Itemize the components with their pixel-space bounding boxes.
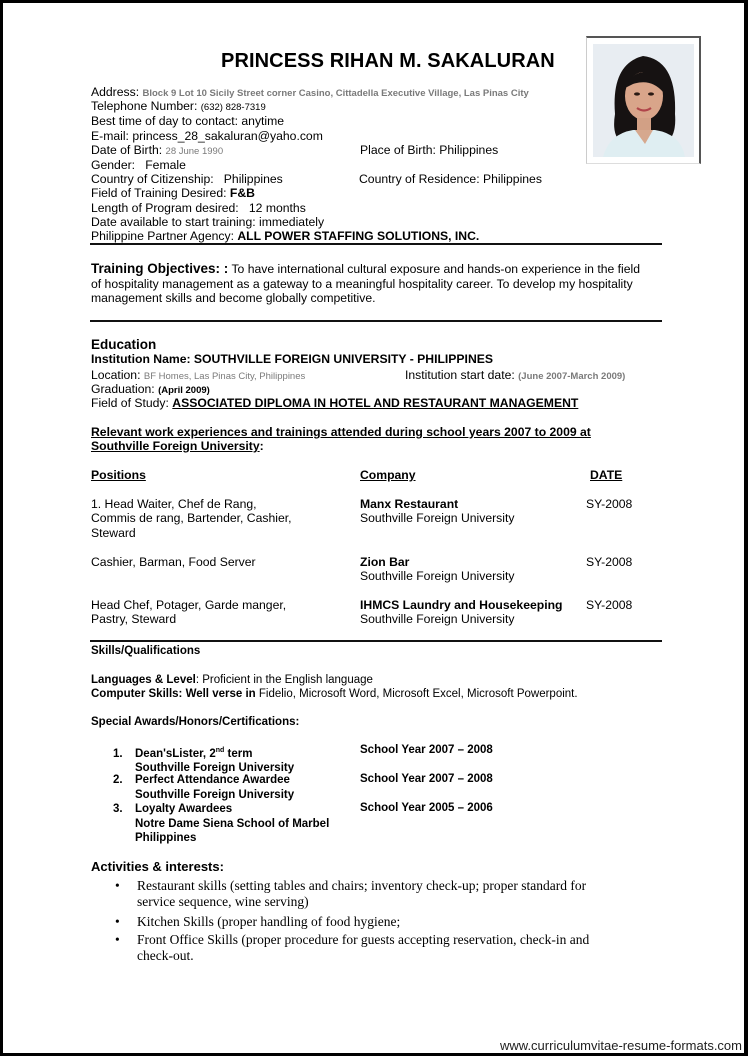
dob-label: Date of Birth: (91, 143, 163, 157)
column-date: DATE (590, 468, 623, 482)
award-title: Loyalty Awardees (135, 803, 233, 815)
company-name: IHMCS Laundry and Housekeeping (360, 598, 563, 612)
best-time-value: anytime (241, 114, 285, 128)
bullet-icon: • (115, 914, 120, 929)
institution-value: SOUTHVILLE FOREIGN UNIVERSITY - PHILIPPINES (193, 352, 494, 366)
telephone-label: Telephone Number: (91, 99, 198, 113)
table-row-3-position (91, 598, 286, 627)
company-name: Zion Bar (360, 555, 410, 569)
institution-line (91, 352, 493, 366)
position-line: 1. Head Waiter, Chef de Rang, (91, 497, 257, 511)
activity-item-2 (115, 914, 400, 930)
field-line (91, 186, 255, 200)
pob-line (360, 143, 498, 157)
gender-value: Female (145, 158, 186, 172)
education-title: Education (91, 337, 157, 352)
agency-value: ALL POWER STAFFING SOLUTIONS, INC. (237, 229, 480, 243)
activity-item-3 (115, 932, 589, 964)
position-line: Head Chef, Potager, Garde manger, (91, 598, 287, 612)
residence-value: Philippines (482, 172, 542, 186)
position-line: Pastry, Steward (91, 612, 177, 627)
pob-label: Place of Birth: (360, 143, 436, 157)
award-school: Southville Foreign University (135, 762, 295, 775)
languages-label: Languages & Level (91, 674, 196, 686)
computer-skills-value: Fidelio, Microsoft Word, Microsoft Excel, Microsoft Powerpoint. (255, 688, 578, 700)
column-positions: Positions (91, 468, 146, 482)
company-sub: Southville Foreign University (360, 612, 515, 627)
institution-label: Institution Name: (91, 352, 191, 366)
experience-heading-1: Relevant work experiences and trainings attended during school years 2007 to 2009 at (91, 425, 591, 439)
award-title-tail: term (224, 747, 253, 760)
computer-skills-line (91, 687, 578, 701)
location-label: Location: (91, 368, 141, 382)
best-time-label: Best time of day to contact: (91, 114, 238, 128)
graduation-label: Graduation: (91, 382, 155, 396)
start-date-label: Institution start date: (405, 368, 515, 382)
pob-value: Philippines (439, 143, 499, 157)
languages-value: : Proficient in the English language (195, 674, 373, 686)
available-label: Date available to start training: (91, 215, 256, 229)
award-title: Dean'sLister, 2 (135, 747, 216, 760)
length-value: 12 months (248, 201, 306, 215)
award-item-3 (113, 802, 329, 846)
available-line (91, 215, 324, 229)
length-label: Length of Program desired: (91, 201, 239, 215)
residence-label: Country of Residence: (359, 172, 480, 186)
position-line: Commis de rang, Bartender, Cashier, (91, 511, 292, 526)
bullet-icon: • (115, 878, 120, 893)
telephone-value: (632) 828-7319 (200, 102, 266, 113)
table-row-2-position (91, 555, 256, 569)
divider (90, 320, 662, 322)
award-item-1 (113, 744, 294, 776)
award-number: 2. (113, 774, 123, 786)
objectives-line-2: of hospitality management as a gateway to a meaningful hospitality career. To develop my hospitality (91, 277, 633, 291)
divider (90, 243, 662, 245)
dob-value: 28 June 1990 (165, 146, 224, 157)
page-title: PRINCESS RIHAN M. SAKALURAN (221, 50, 555, 72)
email-value[interactable]: princess_28_sakaluran@yaho.com (132, 129, 323, 143)
field-label: Field of Training Desired: (91, 186, 227, 200)
skills-title: Skills/Qualifications (91, 645, 201, 657)
objectives-title: Training Objectives: : (91, 261, 229, 276)
location-value: BF Homes, Las Pinas City, Philippines (143, 371, 306, 382)
photo-frame (586, 36, 701, 164)
citizenship-value: Philippines (223, 172, 283, 186)
company-sub: Southville Foreign University (360, 511, 515, 526)
computer-skills-label: Computer Skills: Well verse in (91, 688, 256, 700)
objectives-text: To have international cultural exposure and hands-on experience in the field (231, 262, 641, 276)
award-sup: nd (215, 747, 225, 754)
best-time-line (91, 114, 284, 128)
portrait-photo (593, 44, 694, 157)
languages-line (91, 673, 373, 687)
position-line: Cashier, Barman, Food Server (91, 555, 256, 569)
experience-heading-school: Southville Foreign University (91, 439, 260, 453)
address-label: Address: (91, 85, 140, 99)
table-row-1-company (360, 497, 514, 526)
gender-label: Gender: (91, 158, 136, 172)
address-value: Block 9 Lot 10 Sicily Street corner Casino, Cittadella Executive Village, Las Pinas City (142, 88, 529, 99)
activity-text: Restaurant skills (setting tables and chairs; inventory check-up; proper standard for (137, 878, 587, 893)
award-school: Southville Foreign University (135, 788, 295, 801)
company-name: Manx Restaurant (360, 497, 459, 511)
activity-item-1 (115, 878, 586, 910)
award-number: 1. (113, 747, 123, 760)
footer-url[interactable]: www.curriculumvitae-resume-formats.com (500, 1038, 742, 1053)
position-line: Steward (91, 525, 136, 540)
award-school: Notre Dame Siena School of Marbel (135, 817, 330, 830)
awards-title: Special Awards/Honors/Certifications: (91, 716, 300, 728)
graduation-value: (April 2009) (158, 385, 210, 396)
citizenship-line (91, 172, 283, 186)
start-date-value: (June 2007-March 2009) (518, 371, 626, 382)
divider (90, 640, 662, 642)
table-row-3-company (360, 598, 562, 627)
colon: : (259, 439, 264, 453)
residence-line (359, 172, 542, 186)
objectives-line-1 (91, 262, 640, 276)
activity-text: Front Office Skills (proper procedure for guests accepting reservation, check-in and (137, 932, 590, 947)
start-date-line (405, 368, 625, 384)
activity-text: Kitchen Skills (proper handling of food hygiene; (137, 914, 401, 929)
table-row-1-position (91, 497, 292, 540)
table-row-2-date: SY-2008 (586, 555, 633, 569)
award-title: Perfect Attendance Awardee (135, 774, 290, 786)
award-number: 3. (113, 803, 123, 815)
email-line (91, 129, 323, 143)
field-value: F&B (229, 186, 255, 200)
award-2-year: School Year 2007 – 2008 (360, 773, 493, 785)
table-row-1-date: SY-2008 (586, 497, 633, 511)
award-item-2 (113, 773, 294, 802)
available-value: immediately (259, 215, 325, 229)
award-3-year: School Year 2005 – 2006 (360, 802, 493, 814)
activity-text: check-out. (137, 948, 194, 963)
email-label: E-mail: (91, 129, 129, 143)
dob-line (91, 143, 223, 159)
activities-title: Activities & interests: (91, 859, 224, 874)
length-line (91, 201, 306, 215)
table-row-3-date: SY-2008 (586, 598, 633, 612)
column-company: Company (360, 468, 416, 482)
agency-label: Philippine Partner Agency: (91, 229, 234, 243)
award-1-year: School Year 2007 – 2008 (360, 744, 493, 756)
telephone-line (91, 99, 266, 115)
bullet-icon: • (115, 932, 120, 947)
experience-heading-2 (91, 439, 264, 453)
study-line (91, 396, 578, 410)
activity-text: service sequence, wine serving) (137, 894, 309, 909)
objectives-line-3: management skills and become globally competitive. (91, 291, 376, 305)
citizenship-label: Country of Citizenship: (91, 172, 214, 186)
agency-line (91, 229, 479, 243)
gender-line (91, 158, 186, 172)
study-value: ASSOCIATED DIPLOMA IN HOTEL AND RESTAURANT MANAGEMENT (172, 396, 579, 410)
study-label: Field of Study: (91, 396, 169, 410)
company-sub: Southville Foreign University (360, 569, 515, 584)
table-row-2-company (360, 555, 514, 584)
resume-page (3, 3, 744, 1053)
award-location: Philippines (135, 832, 197, 844)
